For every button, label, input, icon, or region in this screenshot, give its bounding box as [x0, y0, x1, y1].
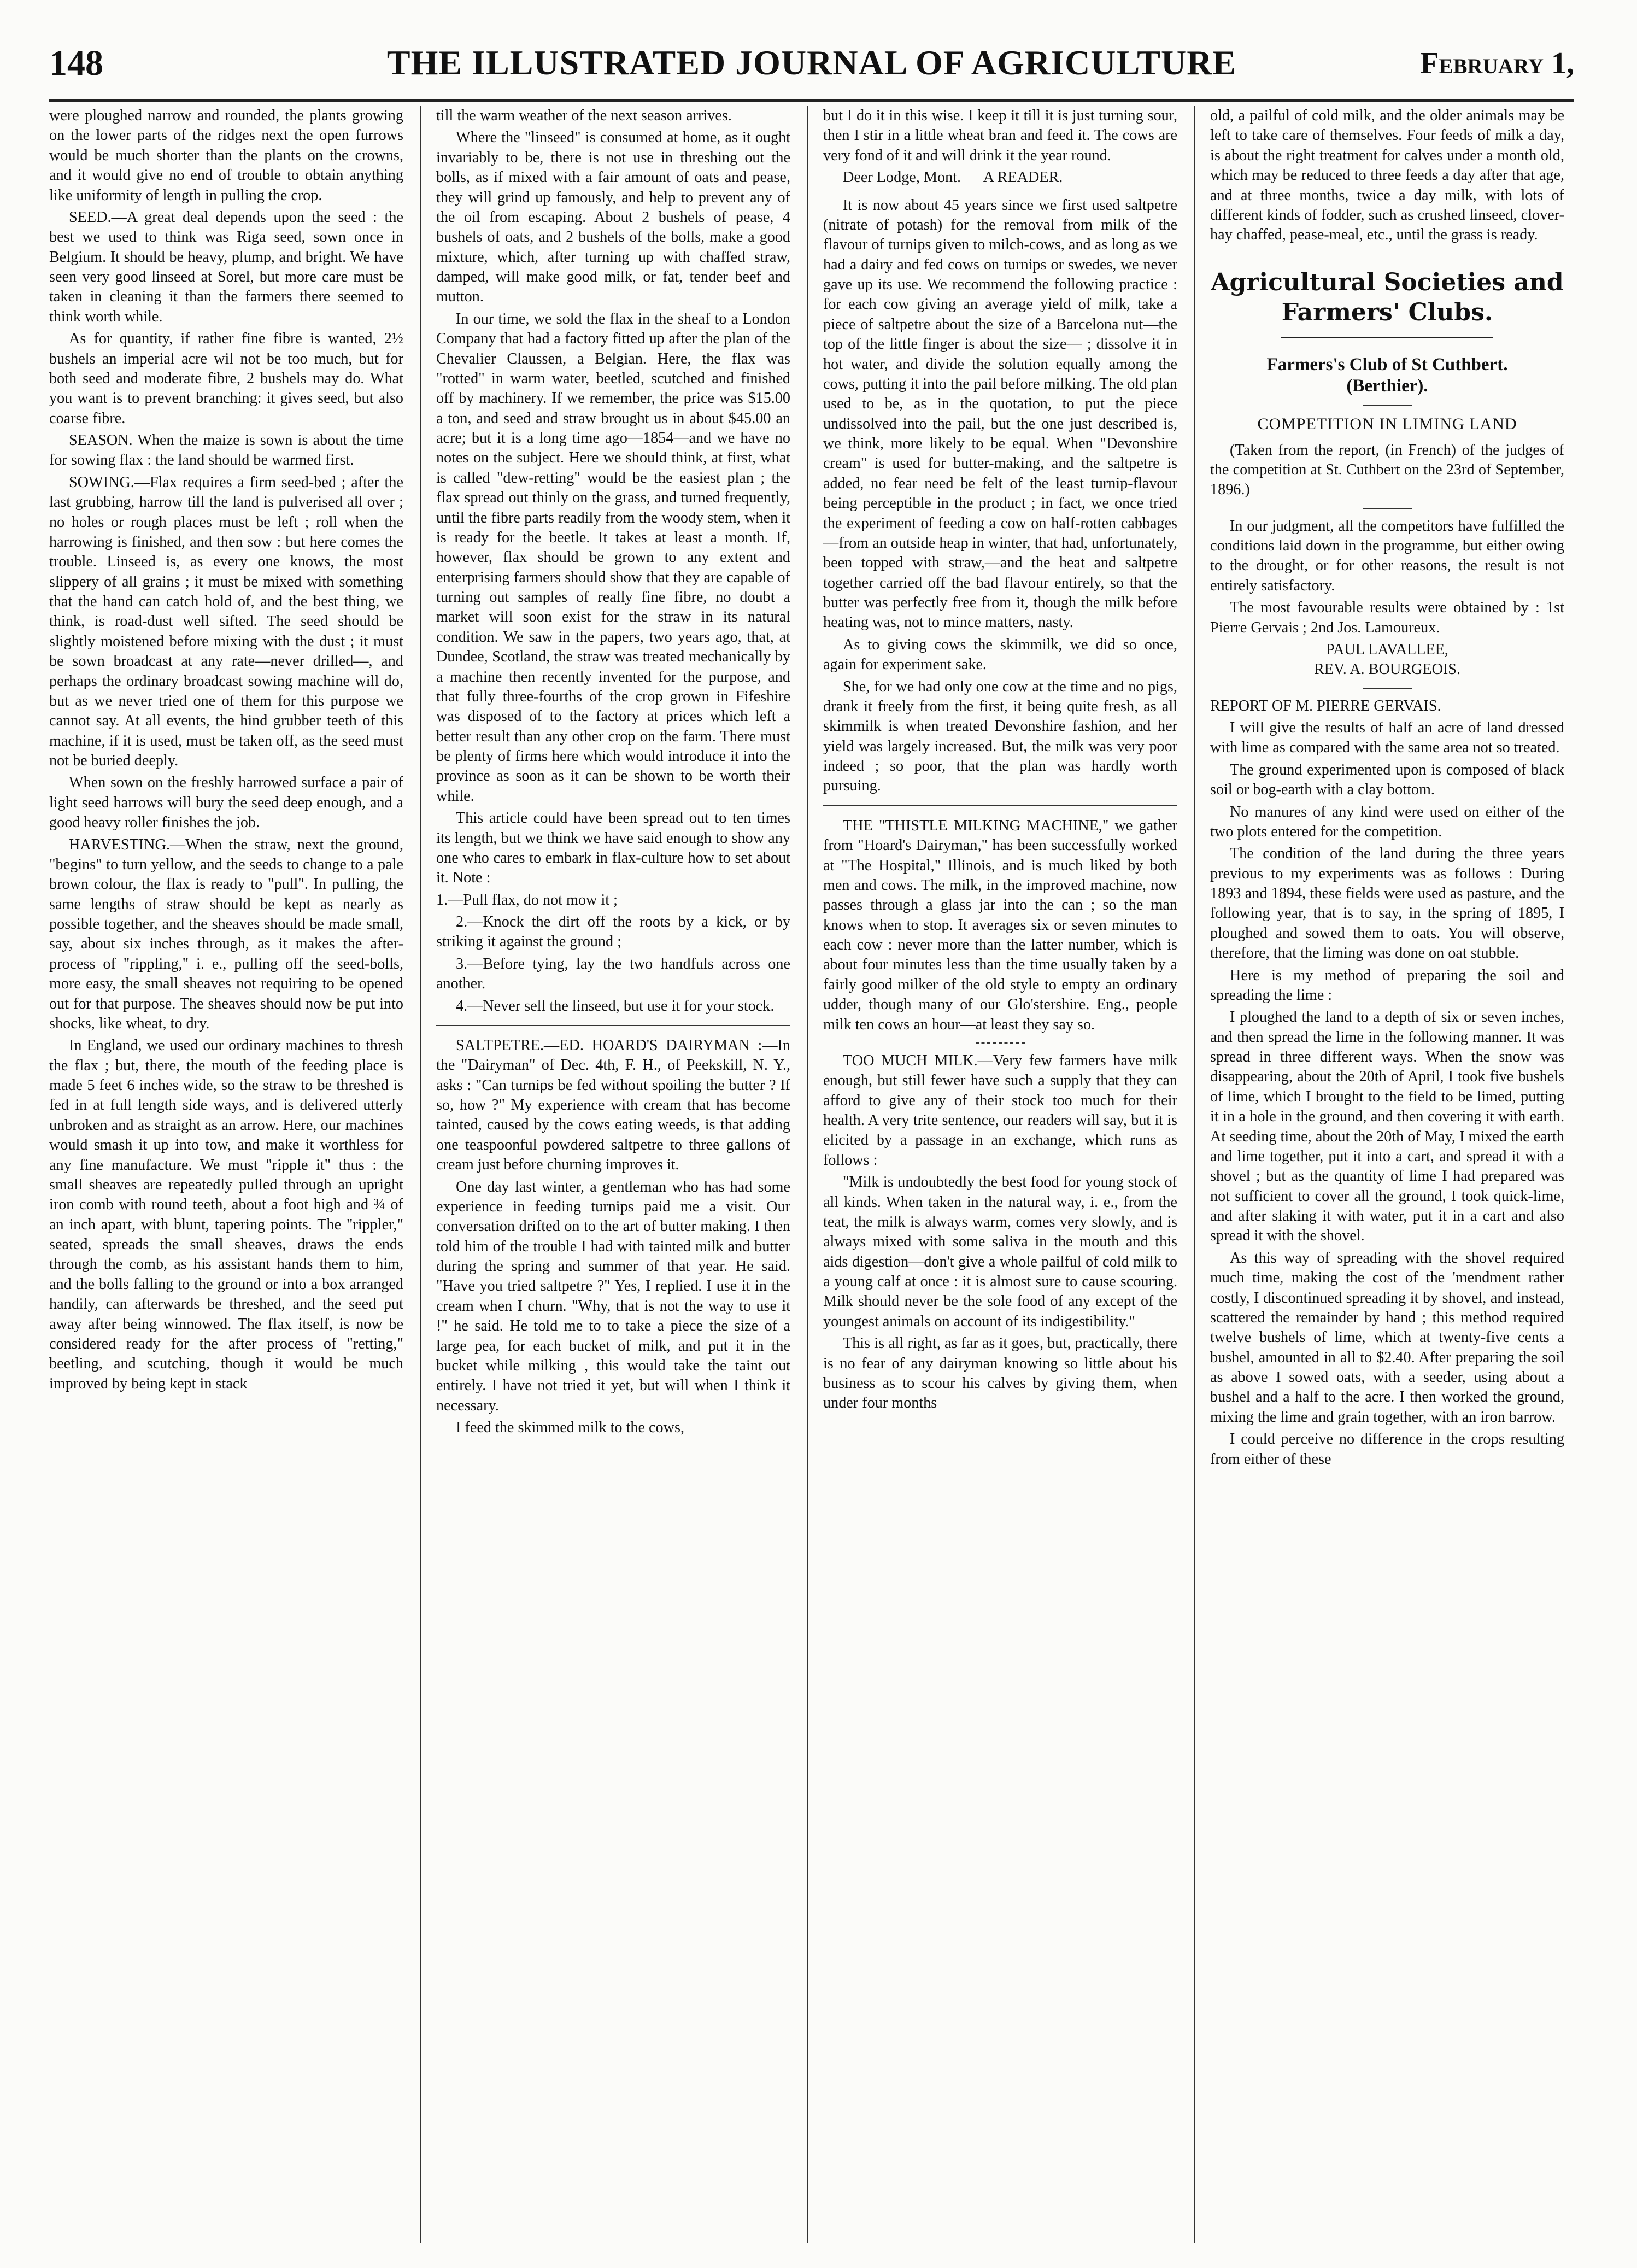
short-rule [1363, 508, 1412, 509]
header-rule [49, 99, 1574, 102]
paragraph-saltpetre: SALTPETRE.—ED. HOARD'S DAIRYMAN :—In the "Dairyman" of Dec. 4th, F. H., of Peekskill, N. Y., asks : "Can turnips be fed without spoiling the butter ? If so, how ?" My experience with cream that has become tainted, caused by the cows eating weeds, is that adding one teaspoonful powdered saltpetre to three gallons of cream just before churning improves it. [436, 1036, 790, 1174]
paragraph-season: SEASON. When the maize is sown is about the time for sowing flax : the land should be warmed first. [49, 432, 403, 469]
judge-signature-1: PAUL LAVALLEE, [1326, 641, 1448, 658]
letter-signature: Deer Lodge, Mont. A READER. [843, 169, 1063, 186]
paragraph: Here is my method of preparing the soil and spreading the lime : [1210, 966, 1564, 1004]
section-divider [976, 1042, 1025, 1044]
club-heading-line-2: (Berthier). [1346, 376, 1428, 396]
paragraph-results: The most favourable results were obtained by : 1st Pierre Gervais ; 2nd Jos. Lamoureux. [1210, 599, 1564, 636]
paragraph: till the warm weather of the next season arrives. [436, 107, 732, 124]
paragraph: I feed the skimmed milk to the cows, [456, 1419, 685, 1436]
newspaper-page [49, 38, 1574, 2247]
paragraph: One day last winter, a gentleman who has had some experience in feeding turnips paid me a visit. Our conversation drifted on to the art of butter making. I then told him of the trouble I had with tainted milk and butter during the spring and summer of that year. He said. "Have you tried saltpetre ?" Yes, I replied. I use it in the cream when I churn. "Why, that is not the way to use it !" he said. He told me to to take a piece the size of a large pea, for each bucket of milk, and put it in the bucket while milking , this would take the taint out entirely. I have not tried it yet, but will when I think it necessary. [436, 1178, 790, 1414]
paragraph: It is now about 45 years since we first used saltpetre (nitrate of potash) for the removal from milk of the flavour of turnips given to milch-cows, and as long as we had a dairy and fed cows on turnips or swedes, we never gave up its use. We recommend the following practice : for each cow giving an average yield of milk, take a piece of saltpetre about the size of a Barcelona nut—the top of the little finger is about the size— ; dissolve it in hot water, and divide the solution equally among the cows, putting it into the pail before milking. The old plan used to be, as in the quotation, to put the piece undissolved into the pail, but the one just described is, we think, more likely to be equal. When "Devonshire cream" is used for butter-making, and the saltpetre is added, no fear need be felt of the least turnip-flavour being perceptible in the product ; in fact, we once tried the experiment of feeding a cow on half-rotten cabbages—from an outside heap in winter, that had, unfortunately, been topped with straw,—and the heat and saltpetre together carried off the bad flavour entirely, so that the butter was perfectly free from it, though the milk before heating was, not to mince matters, nasty. [823, 196, 1177, 631]
column-2 [436, 106, 790, 2243]
paragraph: were ploughed narrow and rounded, the plants growing on the lower parts of the ridges next the open furrows would be much shorter than the plants on the crowns, and it would give no end of trouble to obtain anything like uniformity of length in pulling the crop. [49, 107, 403, 204]
source-note: (Taken from the report, (in French) of the judges of the competition at St. Cuthbert on the 23rd of September, 1896.) [1210, 441, 1564, 499]
paragraph: No manures of any kind were used on either of the two plots entered for the competition. [1210, 803, 1564, 840]
section-divider [823, 805, 1177, 806]
column-4 [1210, 106, 1564, 2243]
section-heading-line-1: Agricultural Societies and [1211, 268, 1564, 296]
note-item: 2.—Knock the dirt off the roots by a kick, or by striking it against the ground ; [436, 913, 790, 951]
paragraph: As this way of spreading with the shovel required much time, making the cost of the 'mendment rather costly, I discontinued spreading it by shovel, and instead, scattered the remainder by hand ; this method required twelve bushels of lime, which at twenty-five cents a bushel, amounted in all to $2.40. After preparing the soil as above I sowed oats, with a seeder, using about a bushel and a half to the acre. I then worked the ground, mixing the lime and grain together, with an iron barrow. [1210, 1249, 1564, 1426]
issue-date: February 1, [1420, 46, 1574, 80]
paragraph-too-much-milk: TOO MUCH MILK.—Very few farmers have milk enough, but still fewer have such a supply that they can afford to give any of their stock too much for their health. A very trite sentence, our readers will say, but it is elicited by a passage in an exchange, which runs as follows : [823, 1052, 1177, 1169]
paragraph: As for quantity, if rather fine fibre is wanted, 2½ bushels an imperial acre wil not be too much, but for both seed and moderate fibre, 2 bushels may do. What you want is to prevent branching: it gives seed, but also coarse fibre. [49, 330, 403, 427]
page-header [49, 38, 1574, 90]
paragraph: This article could have been spread out to ten times its length, but we think we have said enough to show any one who cares to embark in flax-culture how to set about it. Note : [436, 810, 790, 887]
paragraph: She, for we had only one cow at the time and no pigs, drank it freely from the first, it being quite fresh, as all skimmilk is when treated Devonshire fashion, and her yield was largely increased. But, the milk was very poor indeed ; so poor, that the plan was hardly worth pursuing. [823, 678, 1177, 795]
paragraph: When sown on the freshly harrowed surface a pair of light seed harrows will bury the seed deep enough, and a good heavy roller finishes the job. [49, 774, 403, 831]
column-3 [823, 106, 1177, 2243]
report-heading: REPORT OF M. PIERRE GERVAIS. [1210, 697, 1441, 714]
column-divider [420, 106, 421, 2243]
paragraph-harvesting: HARVESTING.—When the straw, next the ground, "begins" to turn yellow, and the seeds to change to a pale brown colour, the flax is ready to "pull". In pulling, the same lengths of straw should be kept as nearly as possible together, and the sheaves should be made small, say, about six inches through, as it makes the after-process of "rippling," i. e., pulling off the seed-bolls, more easy, the small sheaves not requiring to be opened out for that purpose. The sheaves should now be put into shocks, like wheat, to dry. [49, 836, 403, 1032]
paragraph: The ground experimented upon is composed of black soil or bog-earth with a clay bottom. [1210, 761, 1564, 799]
judge-signature-2: REV. A. BOURGEOIS. [1313, 661, 1461, 678]
paragraph-sowing: SOWING.—Flax requires a firm seed-bed ; after the last grubbing, harrow till the land is pulverised all over ; no holes or rough places must be left ; roll when the harrowing is finished, and then sow : but here comes the trouble. Linseed is, as every one knows, the most slippery of all grains ; it must be mixed with something that the hand can catch hold of, and the best thing, we think, is road-dust well sifted. The seed should be slightly moistened before mixing with the dust ; it must be sown broadcast at any rate—never drilled—, and perhaps the ordinary broadcast sowing machine will do, but as we never tried one of them for this purpose we cannot say. At all events, the hind grubber teeth of this machine, if it is used, must be taken off, as the seed must not be buried deeply. [49, 473, 403, 769]
note-item: 3.—Before tying, lay the two handfuls across one another. [436, 955, 790, 993]
paragraph: I ploughed the land to a depth of six or seven inches, and then spread the lime in the following manner. It was spread in three different ways. When the snow was disappearing, about the 20th of April, I took five bushels of lime, which I brought to the field to be limed, putting it in a hole in the ground, and then covering it with earth. At seeding time, about the 20th of May, I mixed the earth and lime together, put it into a cart, and spread it with a shovel ; but as the quantity of lime I had prepared was not sufficient to cover all the ground, I took quick-lime, and after slaking it with water, put it in a cart and also spread it with the shovel. [1210, 1009, 1564, 1245]
paragraph: As to giving cows the skimmilk, we did so once, again for experiment sake. [823, 636, 1177, 673]
paragraph: I could perceive no difference in the crops resulting from either of these [1210, 1431, 1564, 1468]
paragraph: but I do it in this wise. I keep it till it is just turning sour, then I stir in a little wheat bran and feed it. The cows are very fond of it and will drink it the year round. [823, 107, 1177, 164]
column-divider [1194, 106, 1195, 2243]
paragraph: Where the "linseed" is consumed at home, as it ought invariably to be, there is not use in threshing out the bolls, as if mixed with a fair amount of oats and pease, they will grind up famously, and help to prevent any of the oil from escaping. About 2 bushels of pease, 4 bushels of oats, and 2 bushels of the bolls, make a good mixture, which, after turning up with chaffed straw, damped, will make good milk, or fat, tender beef and mutton. [436, 129, 790, 306]
paragraph: I will give the results of half an acre of land dressed with lime as compared with the same area not so treated. [1210, 719, 1564, 757]
page-number: 148 [49, 43, 103, 83]
short-rule [1363, 405, 1412, 406]
paragraph: In England, we used our ordinary machines to thresh the flax ; but, there, the mouth of the feeding place is made 5 feet 6 inches wide, so the straw to be threshed is fed in at full length side ways, and is delivered utterly unbroken and as straight as an arrow. Here, our machines would smash it up into tow, and make it worthless for any fine manufacture. We must "ripple it" thus : the small sheaves are repeatedly pulled through an upright iron comb with round teeth, about a foot high and ¾ of an inch apart, with blunt, tapering points. The "rippler," seated, spreads the small sheaves, draws the ends through the comb, as his assistant hands them to him, and the bolls falling to the ground or into a box arranged handily, can afterwards be threshed, and the seed put away after being winnowed. The flax itself, is now be considered ready for the after process of "retting," beetling, and scutching, though it would be much improved by being kept in stack [49, 1037, 403, 1392]
paragraph: The condition of the land during the three years previous to my experiments was as follows : During 1893 and 1894, these fields were used as pasture, and the following year, that is to say, in the spring of 1895, I ploughed and sowed them to oats. You will observe, therefore, that the liming was done on oat stubble. [1210, 845, 1564, 962]
paragraph-thistle-milking-machine: THE "THISTLE MILKING MACHINE," we gather from "Hoard's Dairyman," has been successfully worked at "The Hospital," Illinois, and is much liked by both men and cows. The milk, in the improved machine, now passes through a glass jar into the can ; so the man knows when to stop. It averages six or seven minutes to each cow : never more than the latter number, which is about four minutes less than the time usually taken by a fairly good milker of the old style to empty an ordinary udder, though many of our Glo'stershire. Eng., people milk ten cows an hour—at least they say so. [823, 817, 1177, 1033]
journal-title: THE ILLUSTRATED JOURNAL OF AGRICULTURE [386, 43, 1237, 82]
paragraph-seed: SEED.—A great deal depends upon the seed : the best we used to think was Riga seed, sown once in Belgium. It should be heavy, plump, and bright. We have seen very good linseed at Sorel, but more care must be taken in cleaning it than the farmers there seemed to think worth while. [49, 208, 403, 325]
quotation: "Milk is undoubtedly the best food for young stock of all kinds. When taken in the natural way, i. e., from the teat, the milk is always warm, comes very slowly, and is always mixed with some saliva in the mouth and this aids digestion—don't give a whole pailful of cold milk to a young calf at once : it is almost sure to cause scouring. Milk should never be the sole food of any except of the youngest animals on account of its indigestibility." [823, 1174, 1177, 1330]
column-1 [49, 106, 403, 2243]
short-rule [1363, 688, 1412, 689]
column-divider [807, 106, 808, 2243]
section-heading [1210, 267, 1564, 327]
section-divider [436, 1025, 790, 1026]
heading-rule [1281, 332, 1494, 338]
paragraph: This is all right, as far as it goes, but, practically, there is no fear of any dairyman knowing so little about his business as to scour his calves by giving them, when under four months [823, 1335, 1177, 1412]
note-item: 1.—Pull flax, do not mow it ; [436, 891, 618, 909]
note-item: 4.—Never sell the linseed, but use it for your stock. [456, 997, 775, 1015]
paragraph: In our time, we sold the flax in the sheaf to a London Company that had a factory fitted up after the plan of the Chevalier Claussen, a Belgian. Here, the flax was "rotted" in warm water, beetled, scutched and finished off by machinery. If we remember, the price was $15.00 a ton, and seed and straw brought us in about $45.00 an acre; but it is a long time ago—1854—and we have no notes on the subject. Here we should think, at first, what is called "dew-retting" would be the easiest plan ; the flax spread out thinly on the grass, and turned frequently, until the fibre parts readily from the woody stem, when it is ready for the beetle. It takes at least a month. If, however, flax should be grown to any extent and enterprising farmers should show that they are capable of turning out samples of really fine fibre, no doubt a market will soon exist for the straw in its natural condition. We saw in the papers, two years ago, that, at Dundee, Scotland, the straw was treated mechanically by a machine then recently invented for the purpose, and that fully three-fourths of the crop grown in Fifeshire was disposed of to the factory at prices which left a better result than any other crop on the farm. There must be plenty of firms here which would introduce it into the province as soon as it can be shown to be worth their while. [436, 310, 790, 805]
club-heading-line-1: Farmers's Club of St Cuthbert. [1266, 354, 1508, 374]
club-heading [1210, 354, 1564, 397]
competition-heading: COMPETITION IN LIMING LAND [1257, 414, 1517, 433]
section-heading-line-2: Farmers' Clubs. [1281, 298, 1493, 326]
paragraph-judgment: In our judgment, all the competitors have fulfilled the conditions laid down in the programme, but either owing to the drought, or for other reasons, the result is not entirely satisfactory. [1210, 517, 1564, 594]
paragraph: old, a pailful of cold milk, and the older animals may be left to take care of themselves. Four feeds of milk a day, is about the right treatment for calves under a month old, which may be reduced to three feeds a day after that age, and at three months, twice a day milk, with lots of different kinds of fodder, such as crushed linseed, clover-hay chaffed, pease-meal, etc., until the grass is ready. [1210, 107, 1564, 244]
